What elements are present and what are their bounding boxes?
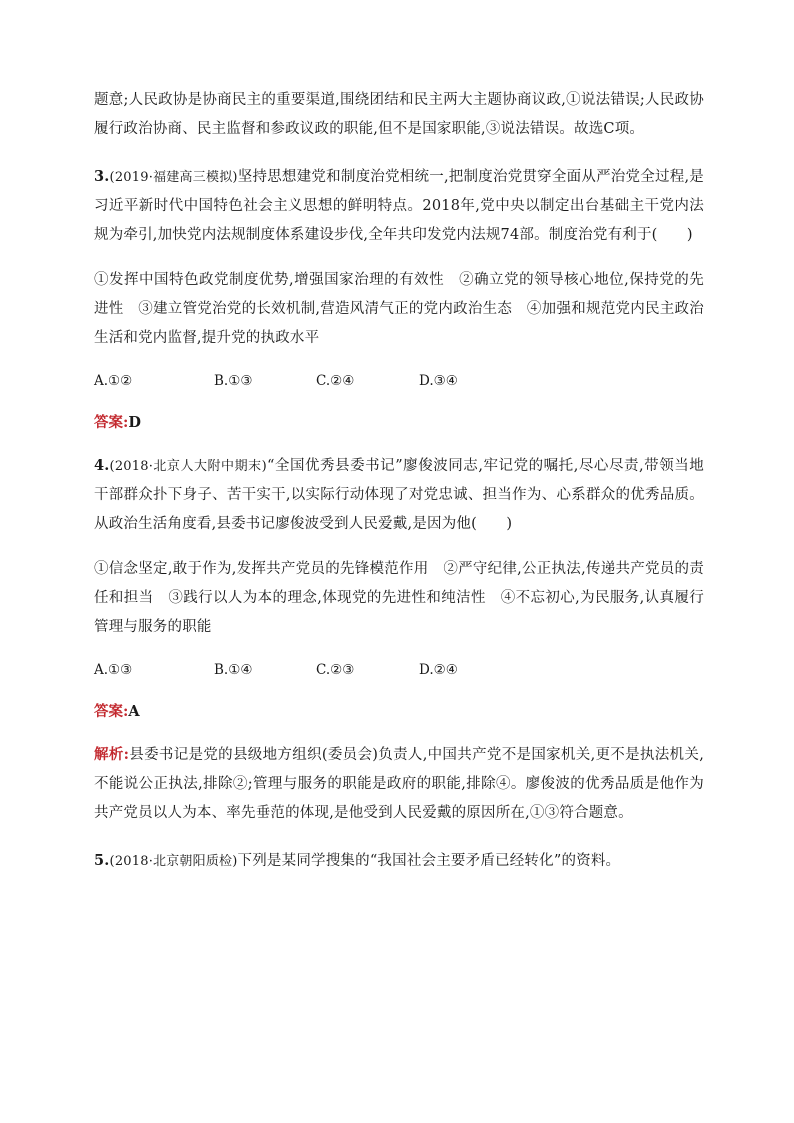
question-text: “全国优秀县委书记”廖俊波同志,牢记党的嘱托,尽心尽责,带领当地干部群众扑下身子、苦干实干,以实际行动体现了对党忠诚、担当作为、心系群众的优秀品质。从政治生活角度看,县委书记廖俊波受到人民爱戴,是因为他( ) — [94, 458, 704, 532]
explanation-label: 解析: — [94, 746, 130, 763]
question-source: (2019·福建高三模拟) — [109, 170, 238, 185]
question-3 — [94, 162, 704, 433]
option-a[interactable]: A.①② — [94, 373, 133, 389]
option-c[interactable]: C.②④ — [316, 373, 355, 389]
question-text: 下列是某同学搜集的“我国社会主要矛盾已经转化”的资料。 — [237, 853, 621, 869]
question-4-stem — [94, 451, 704, 539]
option-b[interactable]: B.①④ — [214, 662, 253, 678]
question-number: 5. — [94, 852, 110, 869]
answer-label: 答案: — [94, 414, 129, 431]
question-5 — [94, 846, 704, 876]
question-text: 坚持思想建党和制度治党相统一,把制度治党贯穿全面从严治党全过程,是习近平新时代中国特色社会主义思想的鲜明特点。2018年,党中央以制定出台基础主干党内法规为牵引,加快党内法规制度体系建设步伐,全年共印发党内法规74部。制度治党有利于( ) — [94, 169, 704, 243]
question-3-options — [94, 371, 704, 391]
question-4-statements: ①信念坚定,敢于作为,发挥共产党员的先锋模范作用 ②严守纪律,公正执法,传递共产党员的责任和担当 ③践行以人为本的理念,体现党的先进性和纯洁性 ④不忘初心,为民服务,认真履行管理与服务的职能 — [94, 561, 704, 635]
question-number: 3. — [94, 168, 110, 185]
question-3-stem — [94, 162, 704, 250]
question-3-statements: ①发挥中国特色政党制度优势,增强国家治理的有效性 ②确立党的领导核心地位,保持党的先进性 ③建立管党治党的长效机制,营造风清气正的党内政治生态 ④加强和规范党内民主政治生活和党内监督,提升党的执政水平 — [94, 272, 704, 346]
question-source: (2018·北京朝阳质检) — [109, 854, 238, 869]
answer-label: 答案: — [94, 703, 129, 720]
option-d[interactable]: D.③④ — [419, 373, 458, 389]
question-number: 4. — [94, 457, 110, 474]
question-4-explanation — [94, 740, 704, 828]
option-a[interactable]: A.①③ — [94, 662, 133, 678]
option-c[interactable]: C.②③ — [316, 662, 355, 678]
question-4-options — [94, 660, 704, 680]
explanation-text: 县委书记是党的县级地方组织(委员会)负责人,中国共产党不是国家机关,更不是执法机关,不能说公正执法,排除②;管理与服务的职能是政府的职能,排除④。廖俊波的优秀品质是他作为共产党员以人为本、率先垂范的体现,是他受到人民爱戴的原因所在,①③符合题意。 — [94, 747, 704, 821]
question-4 — [94, 451, 704, 828]
answer-value: D — [128, 414, 141, 431]
option-b[interactable]: B.①③ — [214, 373, 253, 389]
answer-value: A — [128, 703, 140, 720]
continuation-explanation: 题意;人民政协是协商民主的重要渠道,围绕团结和民主两大主题协商议政,①说法错误;人民政协履行政治协商、民主监督和参政议政的职能,但不是国家职能,③说法错误。故选C项。 — [94, 92, 704, 137]
option-d[interactable]: D.②④ — [419, 662, 458, 678]
question-source: (2018·北京人大附中期末) — [109, 459, 267, 474]
question-5-stem — [94, 846, 704, 876]
question-4-answer — [94, 702, 704, 722]
question-3-answer — [94, 413, 704, 433]
